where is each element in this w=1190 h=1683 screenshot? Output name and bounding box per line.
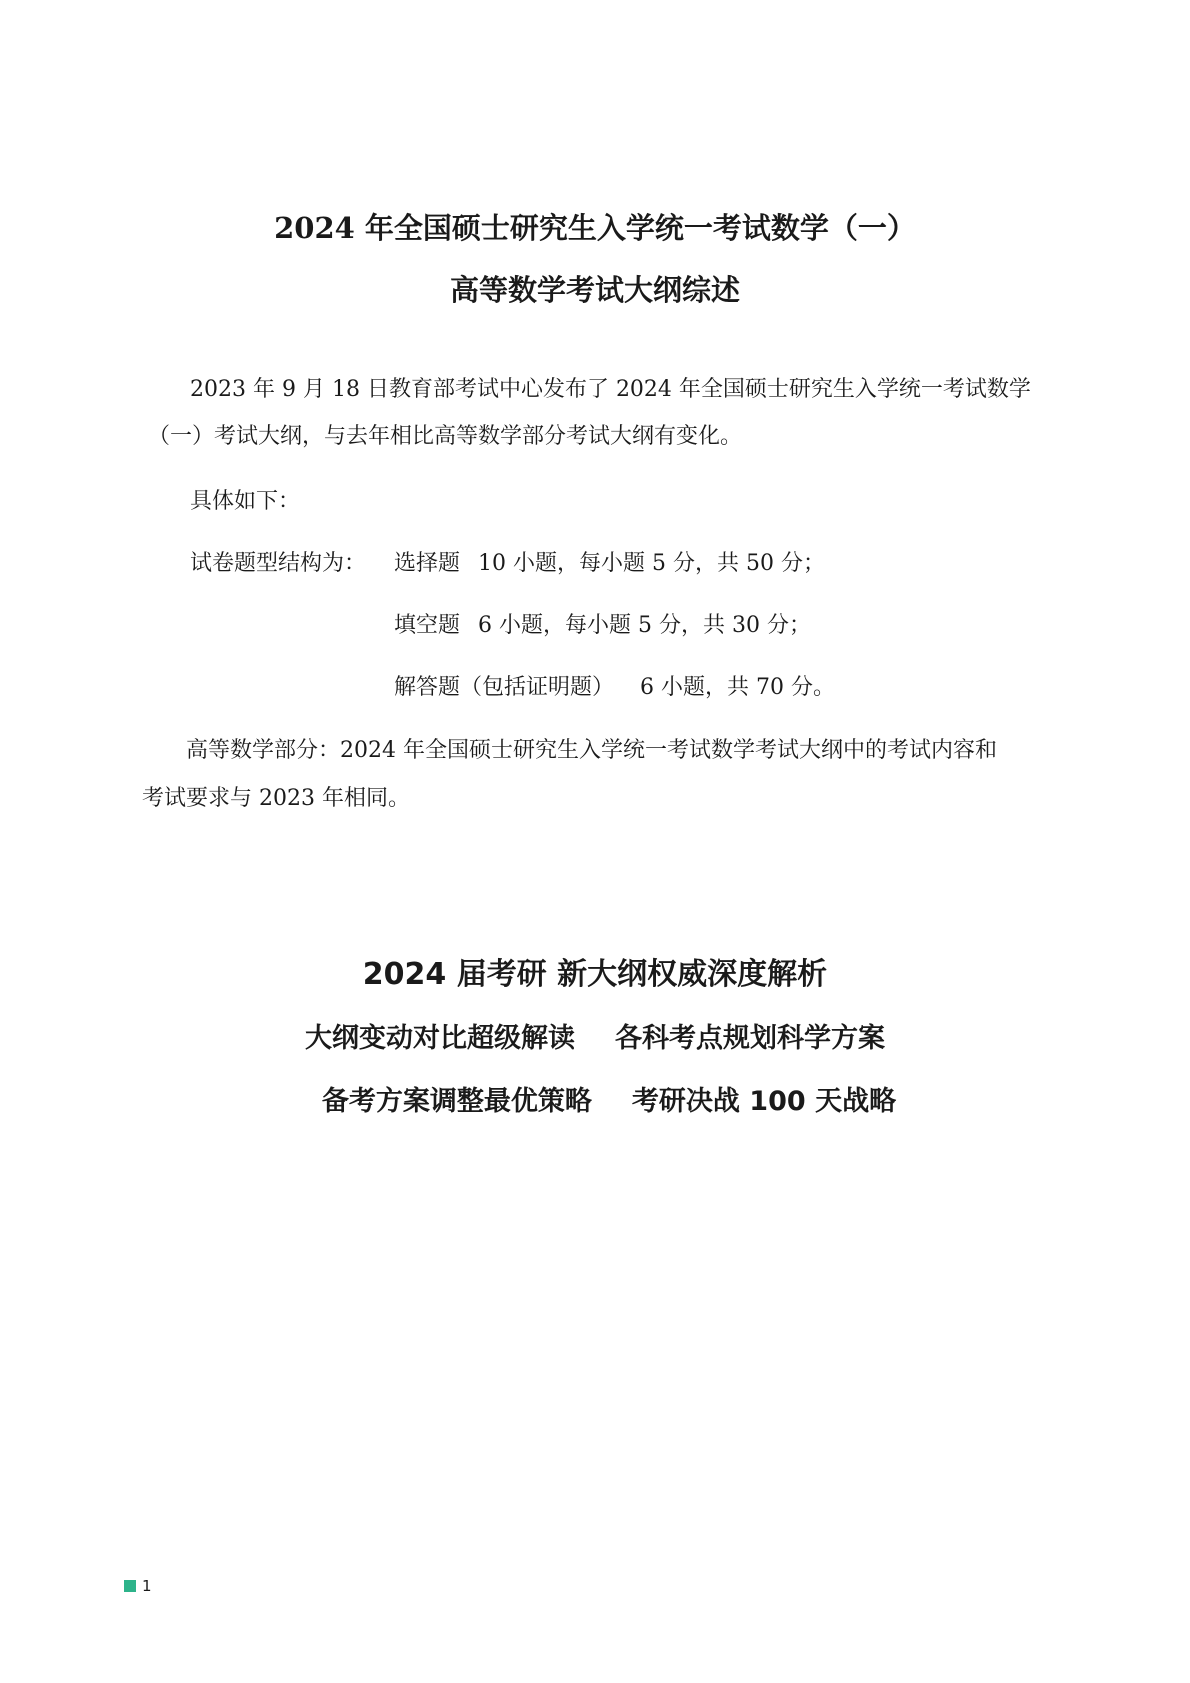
question-type: 填空题 — [394, 613, 461, 638]
structure-row — [394, 549, 825, 579]
structure-row — [394, 673, 835, 703]
question-desc: 6 小题，共 70 分。 — [640, 675, 835, 700]
promo-item: 各科考点规划科学方案 — [615, 1023, 885, 1054]
promo-row-1 — [0, 1020, 1190, 1058]
promo-item: 备考方案调整最优策略 — [321, 1086, 592, 1117]
promo-title: 2024 届考研 新大纲权威深度解析 — [362, 957, 828, 992]
question-type: 选择题 — [394, 551, 461, 576]
question-desc: 6 小题，每小题 5 分，共 30 分； — [478, 613, 811, 638]
promo-item: 考研决战 100 天战略 — [631, 1086, 897, 1117]
page-footer — [124, 1577, 152, 1595]
math-part-line1: 高等数学部分：2024 年全国硕士研究生入学统一考试数学考试大纲中的考试内容和 — [186, 738, 997, 763]
math-part-line2: 考试要求与 2023 年相同。 — [142, 786, 410, 811]
intro-line1: 2023 年 9 月 18 日教育部考试中心发布了 2024 年全国硕士研究生入学统一考试数学 — [190, 377, 1031, 402]
document-title-line2: 高等数学考试大纲综述 — [449, 273, 740, 307]
question-desc: 10 小题，每小题 5 分，共 50 分； — [478, 551, 825, 576]
question-type: 解答题（包括证明题） — [394, 675, 615, 700]
page-marker-icon — [124, 1580, 136, 1592]
document-title-line1: 2024 年全国硕士研究生入学统一考试数学（一） — [274, 211, 916, 245]
page-number: 1 — [142, 1577, 152, 1595]
intro-line2: （一）考试大纲，与去年相比高等数学部分考试大纲有变化。 — [148, 424, 743, 449]
promo-row-2 — [0, 1083, 1190, 1121]
detail-lead: 具体如下： — [190, 489, 301, 514]
structure-label: 试卷题型结构为： — [190, 551, 367, 576]
promo-item: 大纲变动对比超级解读 — [305, 1023, 575, 1054]
structure-row — [394, 611, 811, 641]
